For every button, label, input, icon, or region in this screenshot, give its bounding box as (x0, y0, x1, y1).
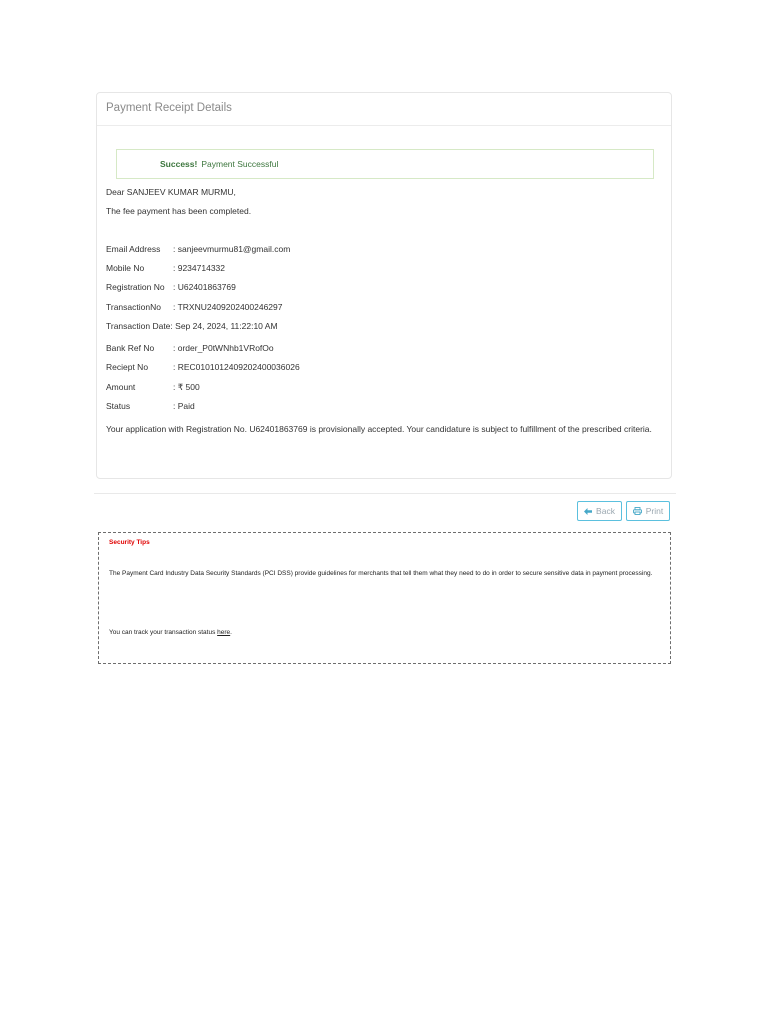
detail-label: Status (106, 401, 131, 411)
detail-value: : ₹ 500 (173, 382, 200, 392)
alert-message: Payment Successful (201, 159, 279, 169)
detail-row-registration (106, 282, 236, 292)
detail-label: Mobile No (106, 263, 145, 273)
track-status-prefix: You can track your transaction status (109, 629, 218, 636)
detail-label: Amount (106, 382, 136, 392)
detail-row-transaction-no (106, 302, 282, 312)
detail-label: Bank Ref No (106, 343, 155, 353)
detail-row-email (106, 244, 290, 254)
detail-value: : sanjeevmurmu81@gmail.com (173, 244, 291, 254)
detail-row-transaction-date (106, 321, 278, 331)
security-tips-box (98, 532, 671, 664)
detail-row-amount (106, 382, 200, 393)
detail-value: Sep 24, 2024, 11:22:10 AM (175, 321, 278, 331)
detail-label: Reciept No (106, 362, 149, 372)
detail-value: : 9234714332 (173, 263, 225, 273)
back-button[interactable] (577, 501, 622, 521)
track-status-link[interactable]: here (217, 629, 231, 636)
detail-label: Transaction Date: (106, 321, 173, 331)
detail-row-bank-ref (106, 343, 274, 353)
completion-text: The fee payment has been completed. (106, 206, 252, 216)
detail-value: : U62401863769 (173, 282, 236, 292)
track-status-text (109, 629, 232, 636)
detail-value: : order_P0tWNhb1VRofOo (173, 343, 274, 353)
print-label: Print (645, 506, 664, 516)
detail-value: : Paid (173, 401, 195, 411)
security-tips-paragraph: The Payment Card Industry Data Security Standards (PCI DSS) provide guidelines for merchants that tell them what they need to do in order to secure sensitive data in payment processing. (109, 570, 653, 577)
section-divider (94, 493, 676, 494)
track-status-suffix: . (230, 629, 232, 636)
alert-strong: Success! (160, 159, 198, 169)
print-button[interactable] (626, 501, 670, 521)
detail-row-receipt-no (106, 362, 300, 372)
security-tips-title: Security Tips (109, 539, 150, 546)
payment-receipt-panel (96, 92, 672, 479)
printer-icon (633, 502, 642, 520)
arrow-left-icon (584, 502, 592, 520)
detail-label: Registration No (106, 282, 165, 292)
detail-value: : REC0101012409202400036026 (173, 362, 300, 372)
detail-value: : TRXNU2409202400246297 (173, 302, 283, 312)
success-alert (116, 149, 654, 179)
greeting-text: Dear SANJEEV KUMAR MURMU, (106, 187, 236, 197)
detail-row-mobile (106, 263, 225, 273)
back-label: Back (596, 506, 615, 516)
panel-title: Payment Receipt Details (97, 93, 671, 126)
detail-label: Email Address (106, 244, 161, 254)
provisional-acceptance-notice: Your application with Registration No. U62401863769 is provisionally accepted. Your candidature is subject to fulfillment of the prescribed criteria. (106, 424, 652, 434)
detail-label: TransactionNo (106, 302, 161, 312)
detail-row-status (106, 401, 195, 411)
